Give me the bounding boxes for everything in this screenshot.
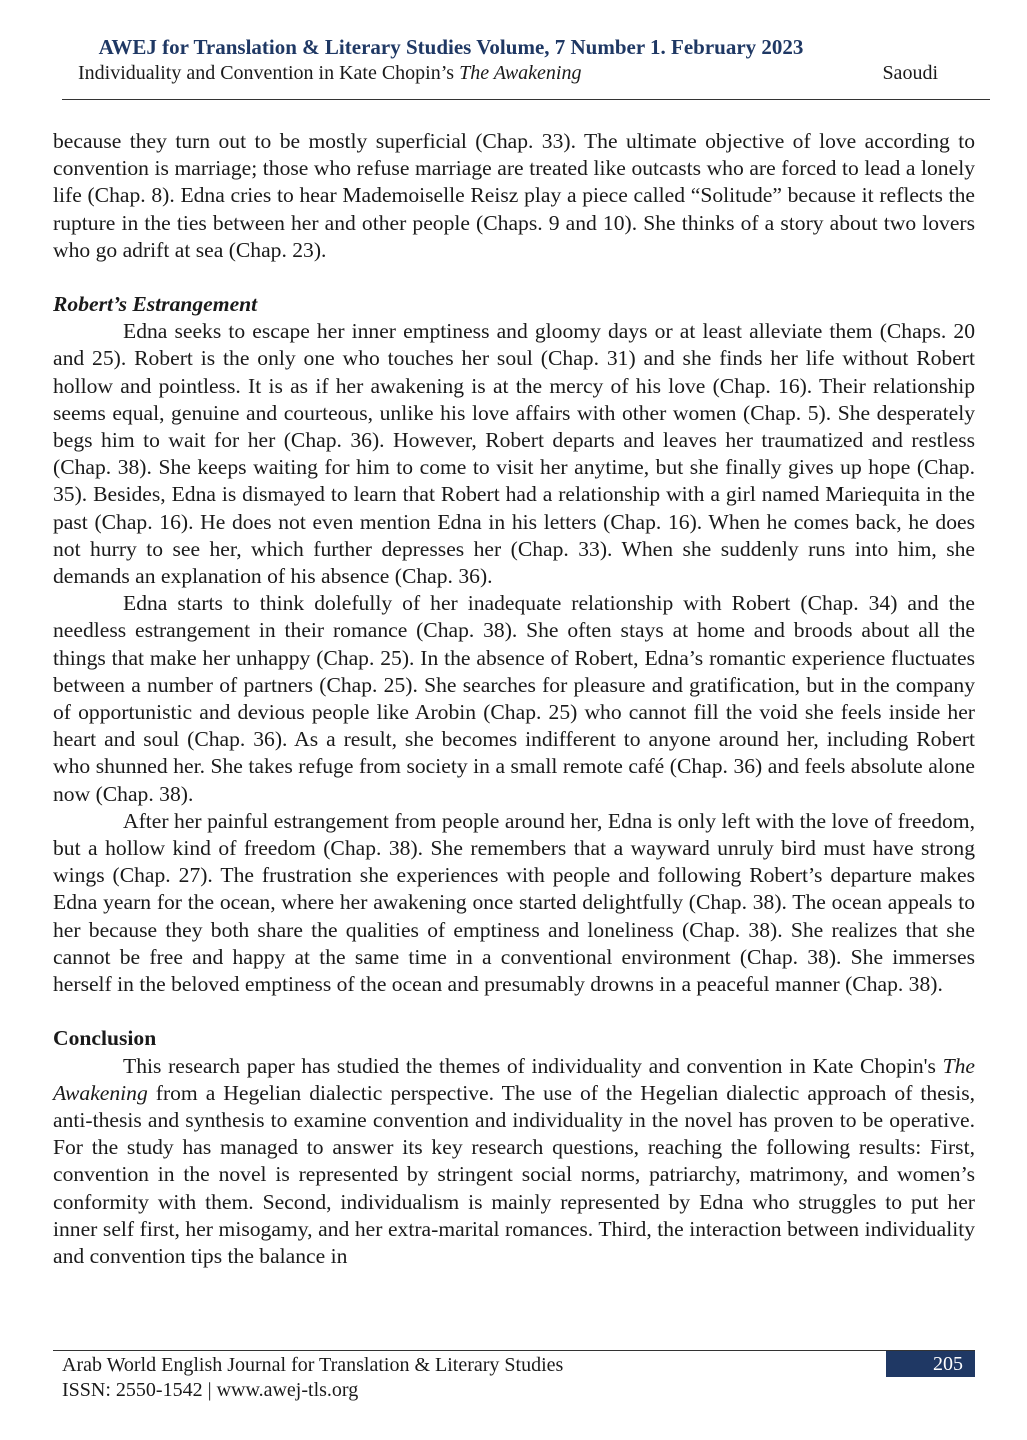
footer-rule bbox=[53, 1350, 975, 1351]
novel-title: The Awakening bbox=[459, 62, 582, 84]
article-title: Individuality and Convention in Kate Chopin’s bbox=[78, 62, 460, 84]
footer-issn: ISSN: 2550-1542 | www.awej-tls.org bbox=[62, 1379, 359, 1401]
footer bbox=[62, 1353, 563, 1403]
paragraph: Edna starts to think dolefully of her inadequate relationship with Robert (Chap. 34) and the needless estrangement in their romance (Chap. 38). She often stays at home and broods about all the things that make her unhappy (Chap. 25). In the absence of Robert, Edna’s romantic experience fluctuates between a number of partners (Chap. 25). She searches for pleasure and gratification, but in the company of opportunistic and devious people like Arobin (Chap. 25) who cannot fill the void she feels inside her heart and soul (Chap. 36). As a result, she becomes indifferent to anyone around her, including Robert who shunned her. She takes refuge from society in a small remote café (Chap. 36) and feels absolute alone now (Chap. 38). bbox=[53, 591, 975, 806]
author-name: Saoudi bbox=[882, 62, 938, 84]
journal-header: AWEJ for Translation & Literary Studies Volume, 7 Number 1. February 2023 bbox=[98, 35, 804, 59]
page-number: 205 bbox=[886, 1351, 975, 1377]
running-header bbox=[62, 34, 990, 86]
footer-journal: Arab World English Journal for Translation & Literary Studies bbox=[62, 1354, 564, 1376]
paragraph: Edna seeks to escape her inner emptiness and gloomy days or at least alleviate them (Chaps. 20 and 25). Robert is the only one who touches her soul (Chap. 31) and she finds her life without Robert hollow and pointless. It is as if her awakening is at the mercy of his love (Chap. 16). Their relationship seems equal, genuine and courteous, unlike his love affairs with other women (Chap. 5). She desperately begs him to wait for her (Chap. 36). However, Robert departs and leaves her traumatized and restless (Chap. 38). She keeps waiting for him to come to visit her anytime, but she finally gives up hope (Chap. 35). Besides, Edna is dismayed to learn that Robert had a relationship with a girl named Mariequita in the past (Chap. 16). He does not even mention Edna in his letters (Chap. 16). When he comes back, he does not hurry to see her, which further depresses her (Chap. 33). When she suddenly runs into him, she demands an explanation of his absence (Chap. 36). bbox=[53, 319, 975, 589]
paragraph-continued: because they turn out to be mostly superficial (Chap. 33). The ultimate objective of love according to convention is marriage; those who refuse marriage are treated like outcasts who are forced to lead a lonely life (Chap. 8). Edna cries to hear Mademoiselle Reisz play a piece called “Solitude” because it reflects the rupture in the ties between her and other people (Chaps. 9 and 10). She thinks of a story about two lovers who go adrift at sea (Chap. 23). bbox=[53, 129, 975, 262]
article-body bbox=[53, 128, 975, 1270]
article-title-line bbox=[78, 60, 990, 86]
section-heading-robert: Robert’s Estrangement bbox=[53, 292, 258, 317]
novel-title: The Awakening bbox=[53, 1053, 975, 1105]
paragraph-conclusion: This research paper has studied the themes of individuality and convention in Kate Chopin's The Awakening from a Hegelian dialectic perspective. The use of the Hegelian dialectic approach of thesis, anti-thesis and synthesis to examine convention and individuality in the novel has proven to be operative. For the study has managed to answer its key research questions, reaching the following results: First, convention in the novel is represented by stringent social norms, patriarchy, matrimony, and women’s conformity with them. Second, individualism is mainly represented by Edna who struggles to put her inner self first, her misogamy, and her extra-marital romances. Third, the interaction between individuality and convention tips the balance in bbox=[53, 1053, 975, 1268]
section-heading-conclusion: Conclusion bbox=[53, 1026, 157, 1051]
paragraph: After her painful estrangement from people around her, Edna is only left with the love of freedom, but a hollow kind of freedom (Chap. 38). She remembers that a wayward unruly bird must have strong wings (Chap. 27). The frustration she experiences with people and following Robert’s departure makes Edna yearn for the ocean, where her awakening once started delightfully (Chap. 38). The ocean appeals to her because they both share the qualities of emptiness and loneliness (Chap. 38). She realizes that she cannot be free and happy at the same time in a conventional environment (Chap. 38). She immerses herself in the beloved emptiness of the ocean and presumably drowns in a peaceful manner (Chap. 38). bbox=[53, 808, 975, 997]
header-rule bbox=[62, 99, 990, 100]
